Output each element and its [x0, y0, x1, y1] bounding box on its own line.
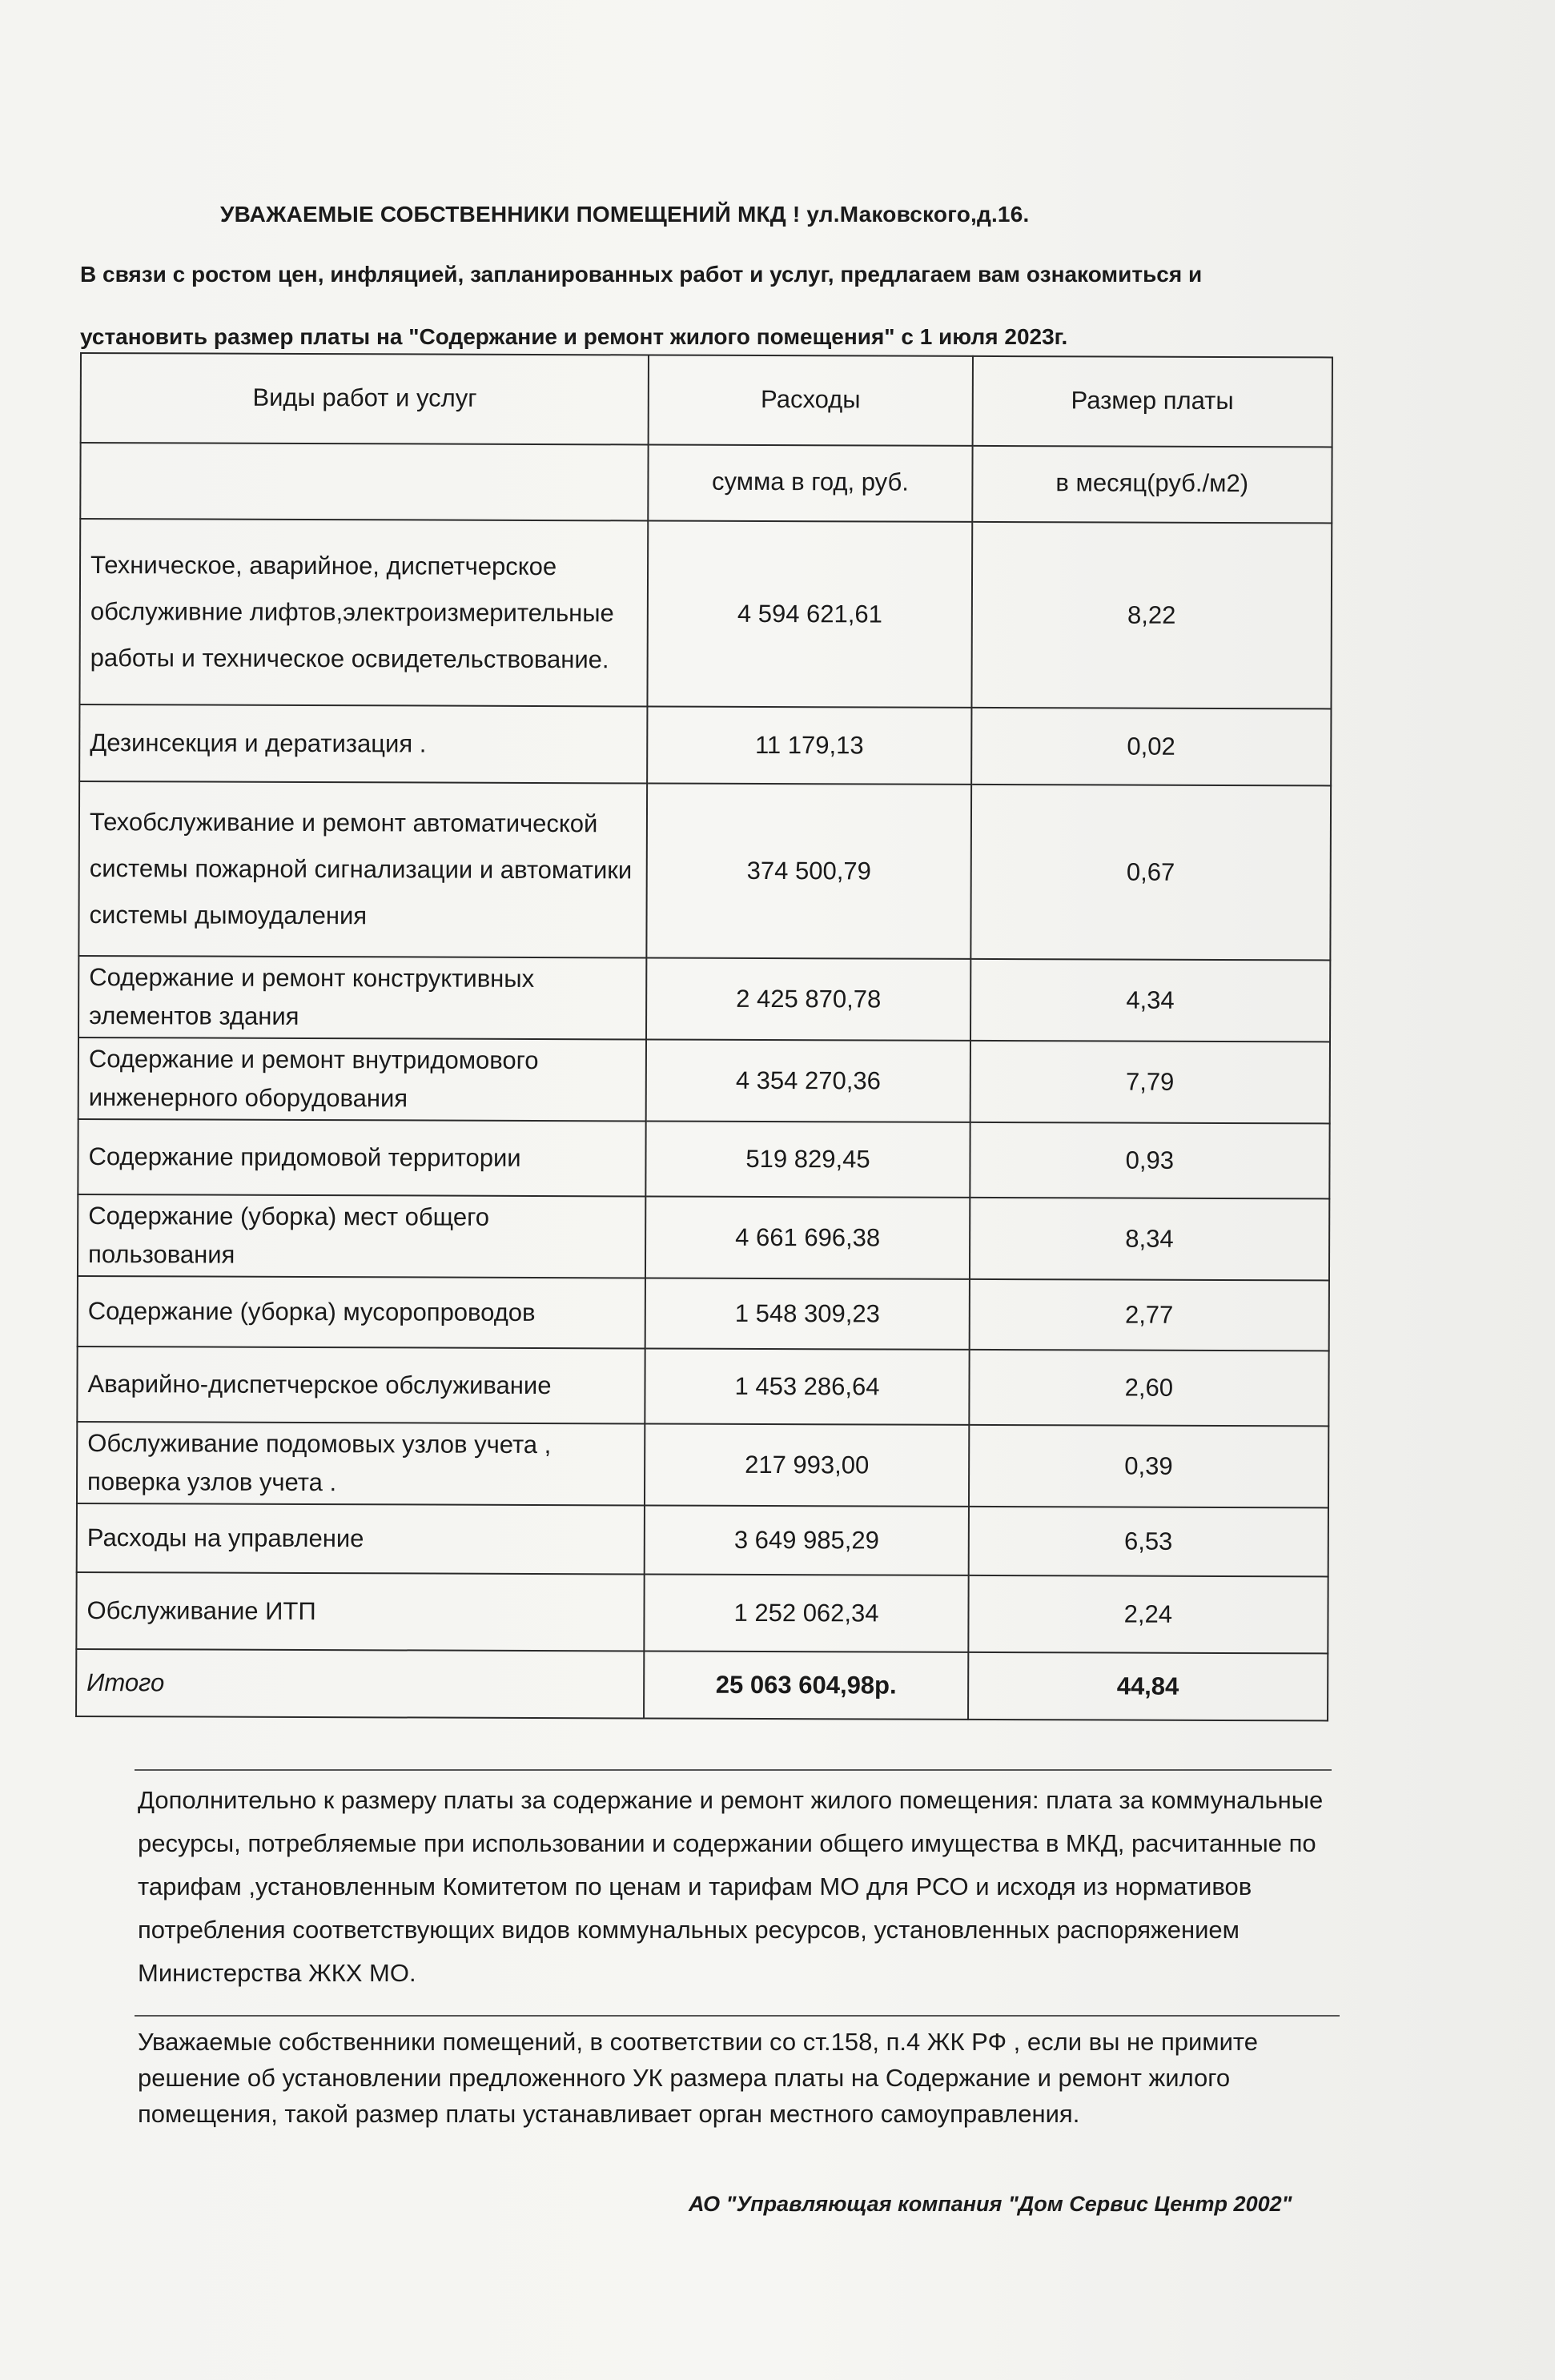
- monthly-rate: 2,24: [968, 1575, 1328, 1654]
- monthly-rate: 2,77: [969, 1279, 1329, 1351]
- annual-amount: 4 354 270,36: [646, 1039, 970, 1122]
- table-header-row: [81, 353, 1332, 447]
- annual-amount: 4 594 621,61: [648, 520, 972, 707]
- annual-amount: 3 649 985,29: [645, 1505, 969, 1575]
- intro-line-2: установить размер платы на "Содержание и ремонт жилого помещения" с 1 июля 2023г.: [80, 324, 1068, 349]
- service-name: Аварийно-диспетчерское обслуживание: [77, 1347, 645, 1423]
- header-services: Виды работ и услуг: [81, 353, 649, 444]
- service-name: Обслуживание подомовых узлов учета , поверка узлов учета .: [77, 1422, 645, 1505]
- table-total-row: [76, 1649, 1328, 1720]
- additional-fees-note: Дополнительно к размеру платы за содержание и ремонт жилого помещения: плата за коммунальные ресурсы, потребляемые при использовании и содержании общего имущества в МКД, расчитанные по тарифам ,установленным Комитетом по ценам и тарифам МО для РСО и исходя из нормативов потребления соответствующих видов коммунальных ресурсов, установленных распоряжением Министерства ЖКХ МО.: [138, 1786, 1324, 1987]
- table-row: [77, 1503, 1328, 1576]
- total-annual-amount: 25 063 604,98р.: [644, 1651, 968, 1719]
- service-name: Дезинсекция и дератизация .: [79, 704, 648, 783]
- monthly-rate: 0,39: [969, 1425, 1329, 1508]
- fees-table: [75, 352, 1333, 1721]
- monthly-rate: 8,34: [970, 1198, 1330, 1281]
- table-row: [76, 1572, 1328, 1653]
- service-name: Расходы на управление: [77, 1503, 645, 1574]
- service-name: Содержание и ремонт внутридомового инженерного оборудования: [78, 1037, 647, 1121]
- table-row: [78, 1119, 1329, 1198]
- monthly-rate: 7,79: [970, 1041, 1330, 1124]
- service-name: Техническое, аварийное, диспетчерское обслуживние лифтов,электроизмерительные работы и техническое освидетельствование.: [79, 519, 648, 706]
- legal-note: Уважаемые собственники помещений, в соответствии со ст.158, п.4 ЖК РФ , если вы не примите решение об установлении предложенного УК размера платы на Содержание и ремонт жилого помещения, такой размер платы устанавливает орган местного самоуправления.: [138, 2028, 1259, 2128]
- table-subheader-row: [80, 443, 1332, 523]
- service-name: Содержание (уборка) мусоропроводов: [78, 1276, 646, 1348]
- monthly-rate: 8,22: [971, 522, 1332, 709]
- service-name: Содержание и ремонт конструктивных элементов здания: [78, 956, 647, 1039]
- subheader-empty: [80, 443, 649, 520]
- header-fee: Размер платы: [972, 356, 1332, 448]
- table-row: [78, 956, 1330, 1042]
- annual-amount: 217 993,00: [645, 1423, 969, 1506]
- service-name: Обслуживание ИТП: [76, 1572, 645, 1651]
- annual-amount: 4 661 696,38: [645, 1196, 970, 1278]
- service-name: Содержание придомовой территории: [78, 1119, 646, 1196]
- divider-line: [135, 1769, 1332, 1771]
- table-row: [79, 519, 1332, 708]
- table-row: [78, 781, 1331, 960]
- total-monthly-rate: 44,84: [968, 1652, 1328, 1721]
- table-row: [78, 1194, 1329, 1280]
- annual-amount: 2 425 870,78: [646, 957, 970, 1040]
- annual-amount: 1 252 062,34: [645, 1574, 969, 1652]
- table-row: [79, 704, 1331, 785]
- annual-amount: 1 548 309,23: [645, 1278, 970, 1349]
- document-heading: УВАЖАЕМЫЕ СОБСТВЕННИКИ ПОМЕЩЕНИЙ МКД ! ул.Маковского,д.16.: [220, 202, 1030, 227]
- service-name: Содержание (уборка) мест общего пользования: [78, 1194, 646, 1278]
- monthly-rate: 0,67: [970, 785, 1331, 961]
- subheader-annual-sum: сумма в год, руб.: [649, 444, 973, 521]
- header-expenses: Расходы: [649, 355, 973, 445]
- monthly-rate: 2,60: [969, 1350, 1329, 1427]
- intro-line-1: В связи с ростом цен, инфляцией, запланированных работ и услуг, предлагаем вам ознакомиться и: [80, 262, 1203, 287]
- annual-amount: 519 829,45: [646, 1121, 970, 1197]
- service-name: Техобслуживание и ремонт автоматической системы пожарной сигнализации и автоматики системы дымоудаления: [78, 781, 647, 957]
- table-row: [77, 1347, 1328, 1426]
- total-label: Итого: [76, 1649, 645, 1718]
- divider-line: [135, 2015, 1340, 2017]
- subheader-monthly-rate: в месяц(руб./м2): [972, 446, 1332, 524]
- table-row: [77, 1422, 1328, 1507]
- monthly-rate: 6,53: [968, 1507, 1328, 1577]
- annual-amount: 374 500,79: [647, 783, 971, 958]
- monthly-rate: 0,02: [971, 708, 1332, 786]
- table-row: [78, 1037, 1330, 1123]
- monthly-rate: 0,93: [970, 1122, 1330, 1199]
- annual-amount: 1 453 286,64: [645, 1348, 970, 1424]
- table-row: [78, 1276, 1329, 1351]
- company-signature: АО "Управляющая компания "Дом Сервис Центр 2002": [689, 2192, 1292, 2216]
- monthly-rate: 4,34: [970, 959, 1331, 1042]
- annual-amount: 11 179,13: [648, 706, 972, 784]
